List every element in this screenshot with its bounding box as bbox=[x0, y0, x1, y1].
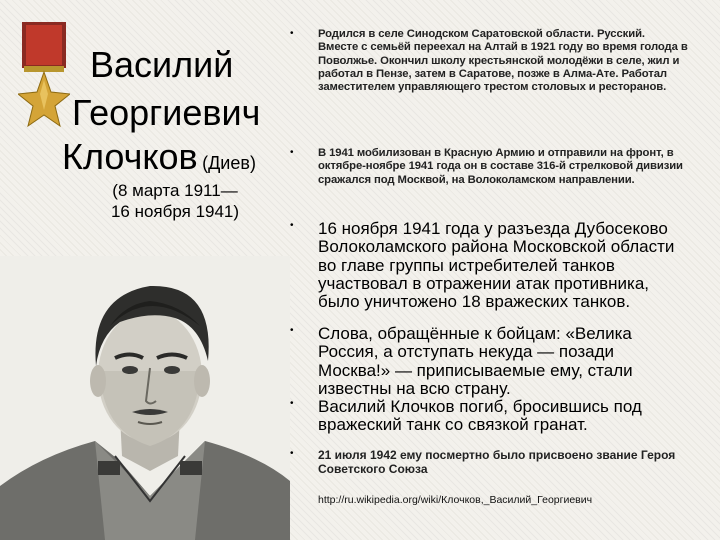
hero-surname-line bbox=[62, 136, 256, 178]
bullet-marker: • bbox=[290, 28, 294, 39]
bullet-marker: • bbox=[290, 325, 294, 336]
death-date: 16 ноября 1941) bbox=[110, 202, 240, 221]
life-dates bbox=[80, 180, 270, 222]
hero-surname: Клочков bbox=[62, 136, 198, 177]
bullet-marker: • bbox=[290, 147, 294, 158]
list-item-text: 21 июля 1942 ему посмертно было присвоено звание Героя Советского Союза bbox=[318, 448, 676, 477]
list-item-text: Родился в селе Синодском Саратовской области. Русский. Вместе с семьёй переехал на Алтай в 1921 году во время голода в Поволжье. Окончил школу крестьянской молодёжи в селе, жил и работал в Пензе, затем в Саратове, позже в Алма-Ате. Работал заместителем управляющего трестом столовых и ресторанов. bbox=[318, 28, 688, 94]
hero-alias: (Диев) bbox=[202, 153, 256, 173]
list-item bbox=[290, 398, 700, 438]
hero-gold-star-medal-icon bbox=[18, 20, 70, 130]
source-link[interactable]: http://ru.wikipedia.org/wiki/Клочков,_Василий_Георгиевич bbox=[318, 494, 593, 506]
bullet-marker: • bbox=[290, 448, 294, 459]
list-item bbox=[290, 147, 700, 207]
bullet-marker: • bbox=[290, 220, 294, 231]
hero-first-name: Василий bbox=[90, 44, 234, 85]
list-item bbox=[290, 325, 700, 397]
hero-patronymic: Георгиевич bbox=[72, 92, 261, 133]
list-item-text: Василий Клочков погиб, бросившись под вражеский танк со связкой гранат. bbox=[318, 397, 642, 435]
list-item-text: В 1941 мобилизован в Красную Армию и отправили на фронт, в октябре-ноябре 1941 года он в составе 316-й стрелковой дивизии сражался под Москвой, на Волоколамском направлении. bbox=[318, 147, 683, 186]
portrait-sketch bbox=[0, 256, 290, 540]
list-item bbox=[290, 220, 700, 330]
list-item bbox=[290, 448, 700, 482]
list-item-text: Слова, обращённые к бойцам: «Велика Россия, а отступать некуда — позади Москва!» — приписываемые ему, стали известны на всю страну. bbox=[318, 324, 633, 398]
list-item bbox=[290, 28, 700, 128]
list-item-text: 16 ноября 1941 года у разъезда Дубосеково Волоколамского района Московской области во главе группы истребителей танков участвовал в отражении атак противника, было уничтожено 18 вражеских танков. bbox=[318, 219, 675, 312]
bullet-marker: • bbox=[290, 398, 294, 409]
birth-date: (8 марта 1911— bbox=[112, 181, 238, 200]
